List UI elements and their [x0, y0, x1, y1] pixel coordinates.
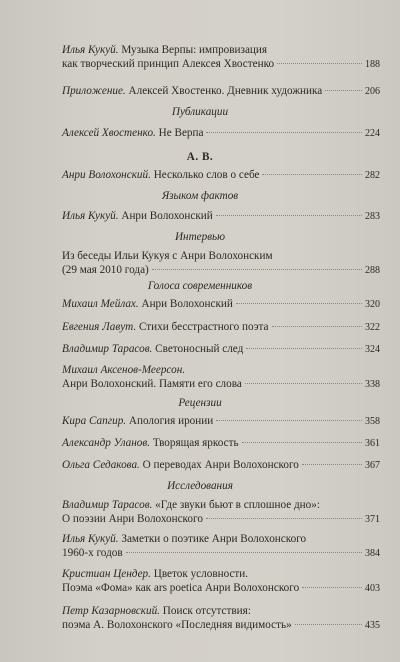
toc-line	[62, 57, 380, 72]
toc-line	[62, 168, 380, 183]
dot-leader	[216, 215, 362, 216]
page-number: 358	[365, 416, 380, 427]
toc-line	[62, 567, 380, 581]
entry-title: (29 мая 2010 года)	[62, 264, 149, 276]
dot-leader	[302, 587, 362, 588]
toc-entry	[62, 458, 380, 473]
toc-line	[62, 512, 380, 527]
entry-title: Не Верпа	[155, 127, 204, 139]
page-number: 361	[365, 438, 380, 449]
dot-leader	[206, 132, 362, 133]
toc-entry	[62, 498, 380, 527]
section-heading: Исследования	[167, 480, 233, 492]
toc-line	[62, 458, 380, 473]
entry-author: Владимир Тарасов.	[62, 343, 153, 355]
toc-line	[62, 414, 380, 429]
toc-entry	[62, 567, 380, 596]
toc-line	[62, 263, 380, 278]
dot-leader	[126, 552, 362, 553]
entry-author: Владимир Тарасов.	[62, 499, 153, 511]
entry-title: «Где звуки бьют в сплошное дно»:	[152, 499, 320, 511]
page-number: 403	[365, 583, 380, 594]
dot-leader	[325, 90, 362, 91]
toc-entry	[62, 84, 380, 99]
dot-leader	[206, 518, 362, 519]
toc-line	[62, 43, 380, 57]
entry-author: Евгения Лавут.	[62, 321, 137, 333]
entry-author: Михаил Аксенов-Меерсон.	[62, 364, 186, 376]
entry-title: как творческий принцип Алексея Хвостенко	[62, 58, 275, 70]
dot-leader	[272, 326, 363, 327]
page-number: 282	[365, 170, 380, 181]
dot-leader	[295, 624, 362, 625]
section-heading: Голоса современников	[147, 280, 253, 292]
section-heading: Языком фактов	[161, 190, 239, 202]
dot-leader	[152, 269, 362, 270]
entry-author: Илья Кукуй.	[62, 533, 119, 545]
toc-entry	[62, 168, 380, 183]
page-number: 384	[365, 548, 380, 559]
page-number: 435	[365, 620, 380, 631]
entry-title: Музыка Верпы: импровизация	[118, 44, 268, 56]
entry-title: Светоносный след	[152, 343, 244, 355]
page-number: 338	[365, 379, 380, 390]
toc-entry	[62, 414, 380, 429]
toc-entry	[62, 320, 380, 335]
toc-entry	[62, 363, 380, 392]
page-number: 320	[365, 299, 380, 310]
toc-line	[62, 546, 380, 561]
toc-line	[62, 297, 380, 312]
page-number: 371	[365, 514, 380, 525]
entry-author: Ольга Седакова.	[62, 459, 140, 471]
entry-title: Несколько слов о себе	[150, 169, 260, 181]
entry-title: Анри Волохонский	[138, 298, 233, 310]
entry-title: Творящая яркость	[150, 437, 239, 449]
toc-line	[62, 209, 380, 224]
dot-leader	[216, 420, 362, 421]
dot-leader	[246, 348, 362, 349]
toc-entry	[62, 297, 380, 312]
dot-leader	[245, 383, 362, 384]
section-heading: А. В.	[186, 151, 214, 163]
entry-author: Михаил Мейлах.	[62, 298, 139, 310]
dot-leader	[277, 63, 362, 64]
toc-line	[62, 618, 380, 633]
toc-line	[62, 126, 380, 141]
toc-entry	[62, 249, 380, 278]
dot-leader	[236, 303, 362, 304]
section-heading: Интервью	[174, 231, 226, 243]
entry-author: Кристиан Цендер.	[62, 568, 151, 580]
page-number: 322	[365, 322, 380, 333]
toc-entry	[62, 342, 380, 357]
page-number: 188	[365, 59, 380, 70]
entry-title: О поэзии Анри Волохонского	[62, 513, 203, 525]
entry-title: Алексей Хвостенко. Дневник художника	[125, 85, 323, 97]
toc-line	[62, 604, 380, 618]
entry-title: Стихи бесстрастного поэта	[136, 321, 269, 333]
dot-leader	[302, 464, 362, 465]
toc-line	[62, 84, 380, 99]
entry-title: О переводах Анри Волохонского	[139, 459, 299, 471]
page-number: 288	[365, 265, 380, 276]
page-number: 206	[365, 86, 380, 97]
entry-title: поэма А. Волохонского «Последняя видимость»	[62, 619, 292, 631]
toc-line	[62, 320, 380, 335]
entry-author: Кира Сапгир.	[62, 415, 127, 427]
entry-title: Заметки о поэтике Анри Волохонского	[118, 533, 307, 545]
entry-title: Апология иронии	[126, 415, 214, 427]
page-number: 224	[365, 128, 380, 139]
entry-author: Петр Казарновский.	[62, 605, 160, 617]
dot-leader	[242, 442, 362, 443]
entry-title: Анри Волохонский	[118, 210, 213, 222]
page-number: 283	[365, 211, 380, 222]
toc-entry	[62, 436, 380, 451]
section-heading: Публикации	[171, 106, 229, 118]
entry-title: Из беседы Ильи Кукуя с Анри Волохонским	[62, 250, 273, 262]
entry-author: Анри Волохонский.	[62, 169, 151, 181]
toc-line	[62, 377, 380, 392]
entry-title: Поиск отсутствия:	[159, 605, 251, 617]
entry-title: Цветок условности.	[150, 568, 249, 580]
toc-line	[62, 436, 380, 451]
toc-entry	[62, 532, 380, 561]
toc-line	[62, 342, 380, 357]
page-number: 324	[365, 344, 380, 355]
entry-title: Поэма «Фома» как ars poetica Анри Волохонского	[62, 582, 300, 594]
toc-entry	[62, 604, 380, 633]
entry-author: Илья Кукуй.	[62, 210, 119, 222]
entry-author: Илья Кукуй.	[62, 44, 119, 56]
toc-line	[62, 249, 380, 263]
toc-line	[62, 581, 380, 596]
toc-entry	[62, 126, 380, 141]
entry-title: 1960-х годов	[62, 547, 123, 559]
toc-line	[62, 532, 380, 546]
entry-title: Анри Волохонский. Памяти его слова	[62, 378, 242, 390]
page-number: 367	[365, 460, 380, 471]
toc-entry	[62, 43, 380, 72]
toc-line	[62, 498, 380, 512]
toc-line	[62, 363, 380, 377]
entry-author: Александр Уланов.	[62, 437, 151, 449]
toc-entry	[62, 209, 380, 224]
section-heading: Рецензии	[178, 397, 222, 409]
entry-author: Алексей Хвостенко.	[62, 127, 156, 139]
dot-leader	[262, 174, 362, 175]
entry-author: Приложение.	[62, 85, 126, 97]
